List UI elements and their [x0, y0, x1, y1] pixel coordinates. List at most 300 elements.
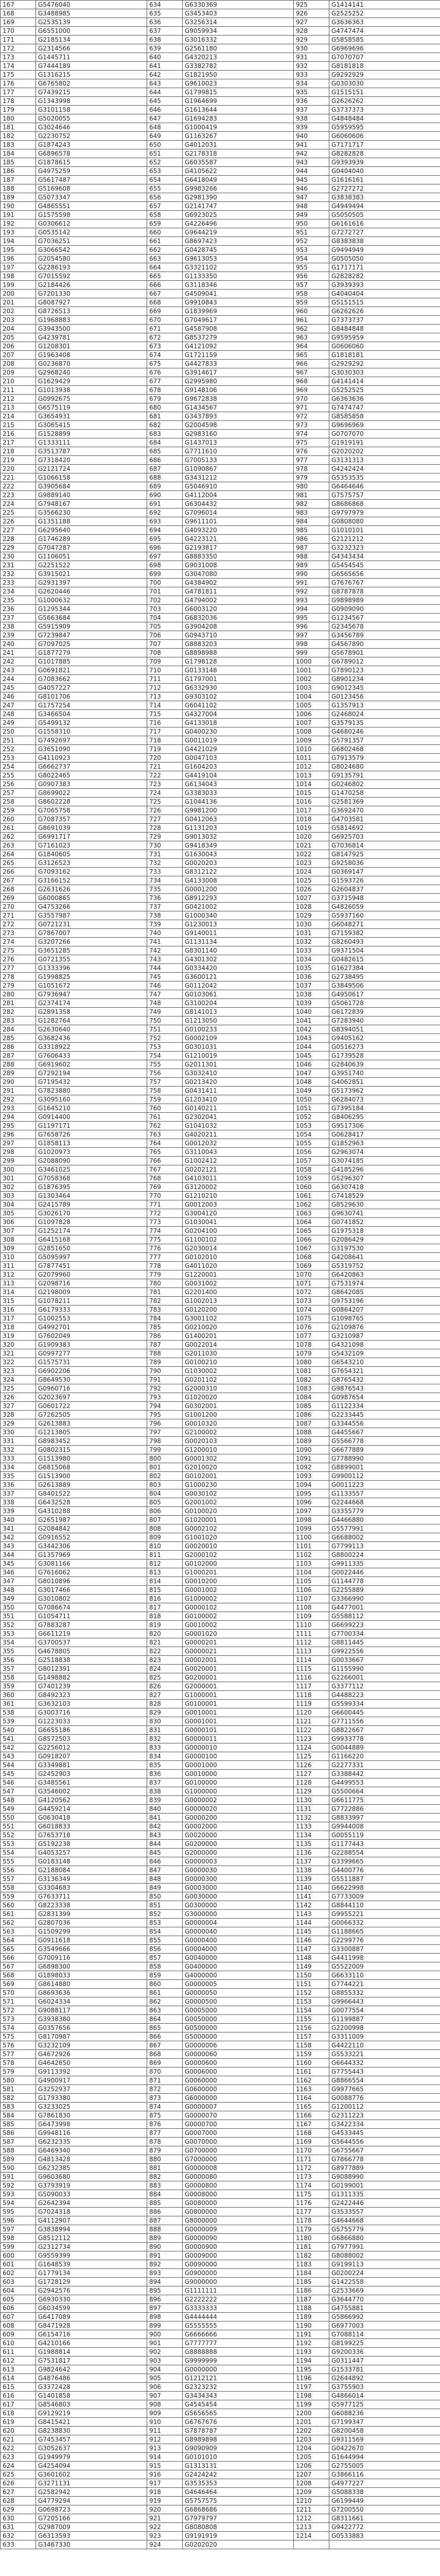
- code-cell: G5073347: [36, 193, 147, 202]
- row-number-cell: 752: [147, 1034, 183, 1043]
- code-cell: G0022446: [329, 1568, 440, 1577]
- row-number-cell: 909: [147, 2409, 183, 2418]
- table-row: [1, 71, 440, 79]
- code-cell: G1798128: [183, 657, 294, 666]
- row-number-cell: 1104: [294, 1568, 329, 1577]
- code-cell: G0864207: [329, 1306, 440, 1314]
- code-cell: G9644219: [183, 228, 294, 237]
- row-number-cell: 997: [294, 631, 329, 640]
- code-cell: G3456789: [329, 631, 440, 640]
- code-cell: G3000000: [183, 1910, 294, 1919]
- row-number-cell: 1200: [294, 2409, 329, 2418]
- table-row: [1, 561, 440, 570]
- table-row: [1, 2505, 440, 2514]
- row-number-cell: 852: [147, 1910, 183, 1919]
- code-cell: G3311009: [329, 2032, 440, 2041]
- code-cell: G8147925: [329, 850, 440, 859]
- table-row: [1, 1665, 440, 1673]
- row-number-cell: 999: [294, 649, 329, 657]
- code-cell: G2995980: [183, 377, 294, 386]
- code-cell: G7199347: [329, 2418, 440, 2427]
- code-cell: G9200336: [329, 2348, 440, 2357]
- code-cell: G9613053: [183, 255, 294, 263]
- code-cell: G1401858: [36, 2392, 147, 2400]
- row-number-cell: 799: [147, 1446, 183, 1454]
- row-number-cell: 742: [147, 946, 183, 955]
- code-cell: G4466880: [329, 1516, 440, 1524]
- row-number-cell: 1106: [294, 1586, 329, 1595]
- code-cell: G0997277: [36, 1349, 147, 1358]
- code-cell: G1106051: [36, 552, 147, 561]
- row-number-cell: 274: [1, 938, 36, 946]
- code-cell: G0412063: [183, 815, 294, 824]
- code-cell: G0047103: [183, 754, 294, 762]
- table-row: [1, 2330, 440, 2339]
- row-number-cell: 609: [1, 2330, 36, 2339]
- table-row: [1, 1743, 440, 1752]
- row-number-cell: 202: [1, 307, 36, 316]
- row-number-cell: 174: [1, 62, 36, 71]
- table-row: [1, 2418, 440, 2427]
- row-number-cell: 190: [1, 202, 36, 211]
- table-row: [1, 964, 440, 973]
- code-cell: G7602049: [36, 1332, 147, 1341]
- row-number-cell: 746: [147, 981, 183, 990]
- code-cell: G1252174: [36, 1227, 147, 1235]
- code-cell: G4057227: [36, 684, 147, 692]
- row-number-cell: 1174: [294, 2181, 329, 2190]
- code-cell: G6161616: [329, 219, 440, 228]
- code-cell: G1333111: [36, 438, 147, 447]
- row-number-cell: 877: [147, 2129, 183, 2138]
- code-cell: G2256012: [36, 1743, 147, 1752]
- code-cell: G4826059: [329, 903, 440, 911]
- row-number-cell: 890: [147, 2243, 183, 2251]
- code-cell: G7606433: [36, 1052, 147, 1060]
- row-number-cell: 271: [1, 911, 36, 920]
- row-number-cell: 657: [147, 202, 183, 211]
- table-row: [1, 167, 440, 176]
- row-number-cell: 293: [1, 1104, 36, 1113]
- row-number-cell: 889: [147, 2234, 183, 2243]
- row-number-cell: 631: [1, 2523, 36, 2532]
- code-cell: G6925703: [329, 833, 440, 841]
- row-number-cell: 784: [147, 1314, 183, 1323]
- row-number-cell: 798: [147, 1437, 183, 1446]
- table-row: [1, 1778, 440, 1787]
- code-cell: G0123456: [329, 692, 440, 701]
- table-row: [1, 2076, 440, 2085]
- row-number-cell: 1011: [294, 754, 329, 762]
- row-number-cell: 1102: [294, 1551, 329, 1560]
- row-number-cell: 616: [1, 2392, 36, 2400]
- row-number-cell: 636: [147, 18, 183, 27]
- table-row: [1, 219, 440, 228]
- row-number-cell: 920: [147, 2505, 183, 2514]
- row-number-cell: 893: [147, 2269, 183, 2278]
- row-number-cell: 1124: [294, 1743, 329, 1752]
- code-cell: G1078211: [36, 1297, 147, 1306]
- code-cell: G1212121: [183, 2374, 294, 2383]
- code-cell: G1002553: [36, 1314, 147, 1323]
- row-number-cell: 234: [1, 587, 36, 596]
- table-row: [1, 2295, 440, 2304]
- row-number-cell: 1155: [294, 2015, 329, 2024]
- row-number-cell: 249: [1, 719, 36, 727]
- row-number-cell: 1072: [294, 1288, 329, 1297]
- code-cell: G0482615: [329, 955, 440, 964]
- row-number-cell: 614: [1, 2374, 36, 2383]
- code-cell: G2299776: [329, 1936, 440, 1945]
- code-cell: G7722886: [329, 1805, 440, 1814]
- row-number-cell: 943: [294, 158, 329, 167]
- table-row: [1, 1402, 440, 1411]
- code-cell: G6789012: [329, 657, 440, 666]
- table-row: [1, 1218, 440, 1227]
- row-number-cell: 291: [1, 1087, 36, 1095]
- row-number-cell: 1083: [294, 1384, 329, 1393]
- code-cell: G1528899: [36, 430, 147, 438]
- row-number-cell: 580: [1, 2076, 36, 2085]
- row-number-cell: 314: [1, 1288, 36, 1297]
- code-cell: G1000419: [183, 123, 294, 132]
- code-cell: G6991717: [36, 833, 147, 841]
- code-cell: G2323232: [183, 2383, 294, 2392]
- table-row: [1, 2085, 440, 2094]
- row-number-cell: 869: [147, 2059, 183, 2067]
- row-number-cell: 630: [1, 2514, 36, 2523]
- code-cell: G4477001: [329, 1603, 440, 1612]
- row-number-cell: 1138: [294, 1866, 329, 1875]
- table-row: [1, 1227, 440, 1235]
- code-cell: G3651090: [36, 745, 147, 754]
- row-number-cell: 1187: [294, 2295, 329, 2304]
- code-cell: G7823880: [36, 1087, 147, 1095]
- row-number-cell: 833: [147, 1743, 183, 1752]
- code-cell: G8170987: [36, 2032, 147, 2041]
- row-number-cell: 704: [147, 614, 183, 622]
- code-cell: G3136349: [36, 1875, 147, 1884]
- row-number-cell: 815: [147, 1586, 183, 1595]
- code-cell: G0066332: [329, 1919, 440, 1927]
- row-number-cell: 741: [147, 938, 183, 946]
- code-cell: G9292929: [329, 71, 440, 79]
- code-cell: G0133148: [183, 666, 294, 675]
- table-row: [1, 2488, 440, 2497]
- row-number-cell: 612: [1, 2357, 36, 2365]
- code-cell: G5476040: [36, 1, 147, 9]
- row-number-cell: 604: [1, 2286, 36, 2295]
- code-cell: G8401522: [36, 1489, 147, 1498]
- code-cell: G4112004: [183, 491, 294, 500]
- code-cell: G7036251: [36, 237, 147, 246]
- row-number-cell: 1175: [294, 2190, 329, 2199]
- table-row: [1, 1630, 440, 1638]
- code-cell: G5173962: [329, 1087, 440, 1095]
- row-number-cell: 668: [147, 298, 183, 307]
- row-number-cell: 650: [147, 141, 183, 149]
- code-cell: G1797001: [183, 675, 294, 684]
- code-cell: G1616161: [329, 176, 440, 184]
- code-cell: G1010101: [329, 526, 440, 535]
- code-cell: G0516273: [329, 1043, 440, 1052]
- row-number-cell: 1094: [294, 1481, 329, 1489]
- table-row: [1, 1708, 440, 1717]
- code-cell: G3232109: [36, 2041, 147, 2050]
- code-cell: G2266001: [329, 1673, 440, 1682]
- row-number-cell: 757: [147, 1078, 183, 1087]
- code-cell: G4141414: [329, 377, 440, 386]
- row-number-cell: 222: [1, 482, 36, 491]
- table-row: [1, 1279, 440, 1288]
- table-row: [1, 2313, 440, 2321]
- table-row: [1, 132, 440, 141]
- code-cell: G1054711: [36, 1612, 147, 1621]
- code-cell: G2233445: [329, 1411, 440, 1419]
- row-number-cell: 359: [1, 1682, 36, 1691]
- code-cell: G6088236: [329, 2409, 440, 2418]
- code-cell: G7262505: [36, 1411, 147, 1419]
- table-row: [1, 447, 440, 456]
- code-cell: G8883203: [183, 640, 294, 649]
- code-cell: G8898988: [183, 649, 294, 657]
- code-cell: G1000230: [183, 1481, 294, 1489]
- row-number-cell: 566: [1, 1954, 36, 1962]
- code-cell: G6802468: [329, 745, 440, 754]
- code-cell: G3700537: [36, 1638, 147, 1647]
- row-number-cell: 814: [147, 1577, 183, 1586]
- code-cell: G0404040: [329, 167, 440, 176]
- code-cell: G2533669: [329, 2286, 440, 2295]
- row-number-cell: 677: [147, 377, 183, 386]
- table-row: [1, 202, 440, 211]
- code-cell: G3422334: [329, 2120, 440, 2129]
- row-number-cell: 758: [147, 1087, 183, 1095]
- row-number-cell: 552: [1, 1831, 36, 1840]
- table-row: [1, 1489, 440, 1498]
- table-row: [1, 517, 440, 526]
- code-cell: G5000000: [183, 2032, 294, 2041]
- row-number-cell: 901: [147, 2339, 183, 2348]
- row-number-cell: 766: [147, 1157, 183, 1165]
- row-number-cell: 1024: [294, 868, 329, 876]
- table-row: [1, 1008, 440, 1016]
- row-number-cell: 703: [147, 605, 183, 614]
- row-number-cell: 545: [1, 1770, 36, 1778]
- row-number-cell: 236: [1, 605, 36, 614]
- code-cell: G1878615: [36, 158, 147, 167]
- table-row: [1, 9, 440, 18]
- row-number-cell: 659: [147, 219, 183, 228]
- table-row: [1, 1095, 440, 1104]
- table-row: [1, 62, 440, 71]
- row-number-cell: 184: [1, 149, 36, 158]
- table-row: [1, 596, 440, 605]
- row-number-cell: 687: [147, 465, 183, 473]
- code-cell: G1001020: [183, 1533, 294, 1542]
- row-number-cell: 1026: [294, 885, 329, 894]
- code-cell: G9311569: [329, 2435, 440, 2444]
- row-number-cell: 198: [1, 272, 36, 281]
- row-number-cell: 1194: [294, 2357, 329, 2365]
- code-cell: G3434343: [183, 2392, 294, 2400]
- code-cell: G0000030: [183, 1866, 294, 1875]
- row-number-cell: 1005: [294, 701, 329, 710]
- row-number-cell: 629: [1, 2505, 36, 2514]
- row-number-cell: 579: [1, 2067, 36, 2076]
- row-number-cell: 1211: [294, 2505, 329, 2514]
- table-row: [1, 272, 440, 281]
- row-number-cell: 912: [147, 2435, 183, 2444]
- row-number-cell: 617: [1, 2400, 36, 2409]
- row-number-cell: 987: [294, 544, 329, 552]
- code-cell: G9393939: [329, 158, 440, 167]
- code-cell: G9981200: [183, 806, 294, 815]
- code-cell: G4105622: [183, 167, 294, 176]
- row-number-cell: 624: [1, 2462, 36, 2470]
- table-row: [1, 106, 440, 114]
- table-row: [1, 1717, 440, 1726]
- code-cell: G1898033: [36, 1971, 147, 1980]
- code-cell: G1799815: [183, 88, 294, 97]
- code-cell: G4254094: [36, 2462, 147, 2470]
- code-cell: G0960716: [36, 1384, 147, 1393]
- row-number-cell: 231: [1, 561, 36, 570]
- row-number-cell: 847: [147, 1866, 183, 1875]
- code-cell: G1513900: [36, 1472, 147, 1481]
- code-cell: G9135791: [329, 771, 440, 780]
- row-number-cell: 582: [1, 2094, 36, 2103]
- code-cell: G1968883: [36, 316, 147, 325]
- row-number-cell: 206: [1, 342, 36, 351]
- row-number-cell: 873: [147, 2094, 183, 2103]
- row-number-cell: 1122: [294, 1726, 329, 1735]
- row-number-cell: 289: [1, 1069, 36, 1078]
- code-cell: G0010200: [183, 1577, 294, 1586]
- code-cell: G5566778: [329, 1437, 440, 1446]
- row-number-cell: 673: [147, 342, 183, 351]
- row-number-cell: 813: [147, 1568, 183, 1577]
- row-number-cell: 993: [294, 596, 329, 605]
- code-cell: G0000201: [183, 1638, 294, 1647]
- code-cell: G2942576: [36, 2286, 147, 2295]
- table-row: [1, 1796, 440, 1805]
- row-number-cell: 1025: [294, 876, 329, 885]
- row-number-cell: 544: [1, 1761, 36, 1770]
- row-number-cell: 569: [1, 1980, 36, 1989]
- code-cell: G4020211: [183, 1130, 294, 1139]
- table-row: [1, 570, 440, 579]
- table-row: [1, 2146, 440, 2155]
- row-number-cell: 854: [147, 1927, 183, 1936]
- code-cell: G8141013: [183, 1008, 294, 1016]
- code-cell: G3654931: [36, 412, 147, 421]
- row-number-cell: 1193: [294, 2348, 329, 2357]
- code-cell: G7087357: [36, 815, 147, 824]
- row-number-cell: 731: [147, 850, 183, 859]
- code-cell: G5061728: [329, 999, 440, 1008]
- code-cell: G0000500: [183, 1997, 294, 2006]
- row-number-cell: 583: [1, 2103, 36, 2111]
- table-row: [1, 1866, 440, 1875]
- row-number-cell: 590: [1, 2164, 36, 2173]
- code-cell: G8311661: [329, 2514, 440, 2523]
- code-cell: G7616062: [36, 1568, 147, 1577]
- code-cell: G4185296: [329, 1165, 440, 1174]
- code-cell: G4753266: [36, 903, 147, 911]
- row-number-cell: 773: [147, 1218, 183, 1227]
- table-row: [1, 1875, 440, 1884]
- code-cell: G2121212: [329, 535, 440, 544]
- code-cell: G4310288: [36, 1507, 147, 1516]
- code-cell: G7009116: [36, 1954, 147, 1962]
- row-number-cell: [294, 2540, 329, 2549]
- table-row: [1, 2523, 440, 2532]
- code-cell: G7866778: [329, 2155, 440, 2164]
- row-number-cell: 1052: [294, 1113, 329, 1122]
- code-cell: G5192238: [36, 1840, 147, 1849]
- code-cell: G8181818: [329, 62, 440, 71]
- code-cell: G0000006: [183, 2041, 294, 2050]
- row-number-cell: 945: [294, 176, 329, 184]
- code-cell: G8010896: [36, 1577, 147, 1586]
- code-cell: G0010001: [183, 1708, 294, 1717]
- row-number-cell: 1180: [294, 2234, 329, 2243]
- row-number-cell: 783: [147, 1306, 183, 1314]
- row-number-cell: 777: [147, 1253, 183, 1262]
- row-number-cell: 1203: [294, 2435, 329, 2444]
- row-number-cell: 1038: [294, 990, 329, 999]
- code-cell: G4747474: [329, 27, 440, 36]
- row-number-cell: 181: [1, 123, 36, 132]
- code-cell: G6330369: [183, 1, 294, 9]
- row-number-cell: 282: [1, 1008, 36, 1016]
- row-number-cell: 743: [147, 955, 183, 964]
- code-cell: G0802315: [36, 1446, 147, 1454]
- row-number-cell: 177: [1, 88, 36, 97]
- row-number-cell: 711: [147, 675, 183, 684]
- row-number-cell: 242: [1, 657, 36, 666]
- row-number-cell: 928: [294, 27, 329, 36]
- code-cell: G1721159: [183, 351, 294, 360]
- row-number-cell: 823: [147, 1656, 183, 1665]
- row-number-cell: 862: [147, 1997, 183, 2006]
- table-row: [1, 2251, 440, 2260]
- row-number-cell: 975: [294, 438, 329, 447]
- code-cell: G0741852: [329, 1218, 440, 1227]
- code-cell: G0431411: [183, 1087, 294, 1095]
- row-number-cell: 861: [147, 1989, 183, 1997]
- code-cell: G4992701: [36, 1323, 147, 1332]
- code-cell: G2100002: [183, 1428, 294, 1437]
- code-cell: G3849506: [329, 981, 440, 990]
- code-cell: G0992675: [36, 395, 147, 403]
- row-number-cell: 628: [1, 2497, 36, 2505]
- row-number-cell: 1048: [294, 1078, 329, 1087]
- code-cell: G6655186: [36, 1726, 147, 1735]
- row-number-cell: 256: [1, 780, 36, 789]
- code-cell: G2828282: [329, 272, 440, 281]
- code-cell: G2244668: [329, 1498, 440, 1507]
- row-number-cell: 340: [1, 1516, 36, 1524]
- table-row: [1, 2409, 440, 2418]
- code-cell: G1097828: [36, 1218, 147, 1227]
- code-cell: G6868686: [183, 2505, 294, 2514]
- table-row: [1, 228, 440, 237]
- row-number-cell: 350: [1, 1603, 36, 1612]
- code-cell: G9824642: [36, 2365, 147, 2374]
- row-number-cell: 809: [147, 1533, 183, 1542]
